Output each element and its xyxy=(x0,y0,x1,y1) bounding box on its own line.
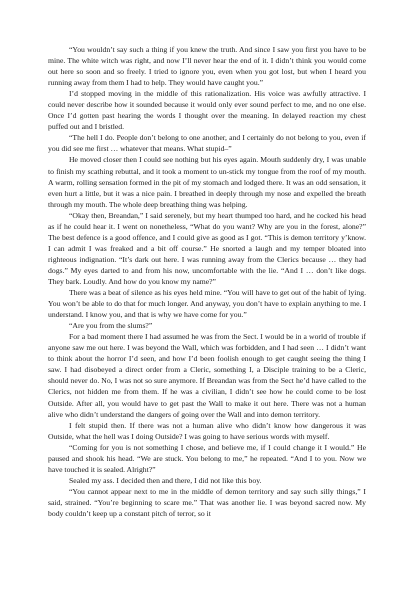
paragraph: I felt stupid then. If there was not a human alive who didn’t know how dangerous it was Outside, what the hell was I doing Outside? I was going to have serious words with myself. xyxy=(48,420,366,441)
body-text xyxy=(48,44,366,519)
paragraph: “You cannot appear next to me in the middle of demon territory and say such silly things,” I said, strained. “You’re beginning to scare me.” That was another lie. I was beyond sacred now. My body couldn’t keep up a constant pitch of terror, so it xyxy=(48,486,366,518)
paragraph: He moved closer then I could see nothing but his eyes again. Mouth suddenly dry, I was unable to finish my scathing rebuttal, and it took a moment to un-stick my tongue from the roof of my mouth. A warm, rolling sensation formed in the pit of my stomach and lodged there. It was an odd sensation, it even hurt a little, but it was a nice pain. I breathed in deeply through my nose and expelled the breath through my mouth. The whole deep breathing thing was helping. xyxy=(48,155,366,209)
paragraph: “The hell I do. People don’t belong to one another, and I certainly do not belong to you, even if you did see me first … whatever that means. What stupid–” xyxy=(48,133,366,154)
paragraph: There was a beat of silence as his eyes held mine. “You will have to get out of the habit of lying. You won’t be able to do that for much longer. And anyway, you don’t have to explain anything to me. I understand. I know you, and that is why we have come for you.” xyxy=(48,288,366,320)
paragraph: I’d stopped moving in the middle of this rationalization. His voice was awfully attractive. I could never describe how it sounded because it would only ever sound perfect to me, and no one else. Once I’d gotten past hearing the words I thought over the meaning. In delayed reaction my chest puffed out and I bristled. xyxy=(48,89,366,132)
paragraph: “Are you from the slums?” xyxy=(69,321,153,331)
paragraph: For a bad moment there I had assumed he was from the Sect. I would be in a world of trouble if anyone saw me out here. I was beyond the Wall, which was forbidden, and I had seen … I didn’t want to think about the horror I’d seen, and how I’d been foolish enough to get caught seeing the thing I saw. I had disobeyed a direct order from a Cleric, something I, a Disciple training to be a Cleric, should never do. No, I was not so sure anymore. If Breandan was from the Sect he’d have called to the Clerics, not hidden me from them. If he was a civilian, I didn’t see how he could come to be lost Outside. After all, you would have to get past the Wall to make it out here. There was not a human alive who didn’t understand the dangers of going over the Wall and into demon territory. xyxy=(48,332,366,419)
paragraph: “Coming for you is not something I chose, and believe me, if I could change it I would.” He paused and shook his head. “We are stuck. You belong to me,” he repeated. “And I to you. Now we have touched it is sealed. Alright?” xyxy=(48,442,366,474)
paragraph: “You wouldn’t say such a thing if you knew the truth. And since I saw you first you have to be mine. The white witch was right, and now I’ll never hear the end of it. I didn’t think you would come out here so soon and so freely. I tried to ignore you, even when you got lost, but when I heard you running away from them I had to help. They would have caught you.” xyxy=(48,45,366,88)
paragraph: “Okay then, Breandan,” I said serenely, but my heart thumped too hard, and he cocked his head as if he could hear it. I went on nonetheless, “What do you want? Why are you in the forest, alone?” The best defence is a good offence, and I could give as good as I got. “This is demon territory y’know. I can admit I was freaked and a bit off course.” He snorted a laugh and my temper bloated into righteous indignation. “It’s dark out here. I was running away from the Clerics because … they had dogs.” My eyes darted to and from his now, uncomfortable with the lie. “And I … don’t like dogs. They bark. Loudly. And how do you know my name?” xyxy=(48,210,366,286)
paragraph: Sealed my ass. I decided then and there, I did not like this boy. xyxy=(69,475,262,485)
